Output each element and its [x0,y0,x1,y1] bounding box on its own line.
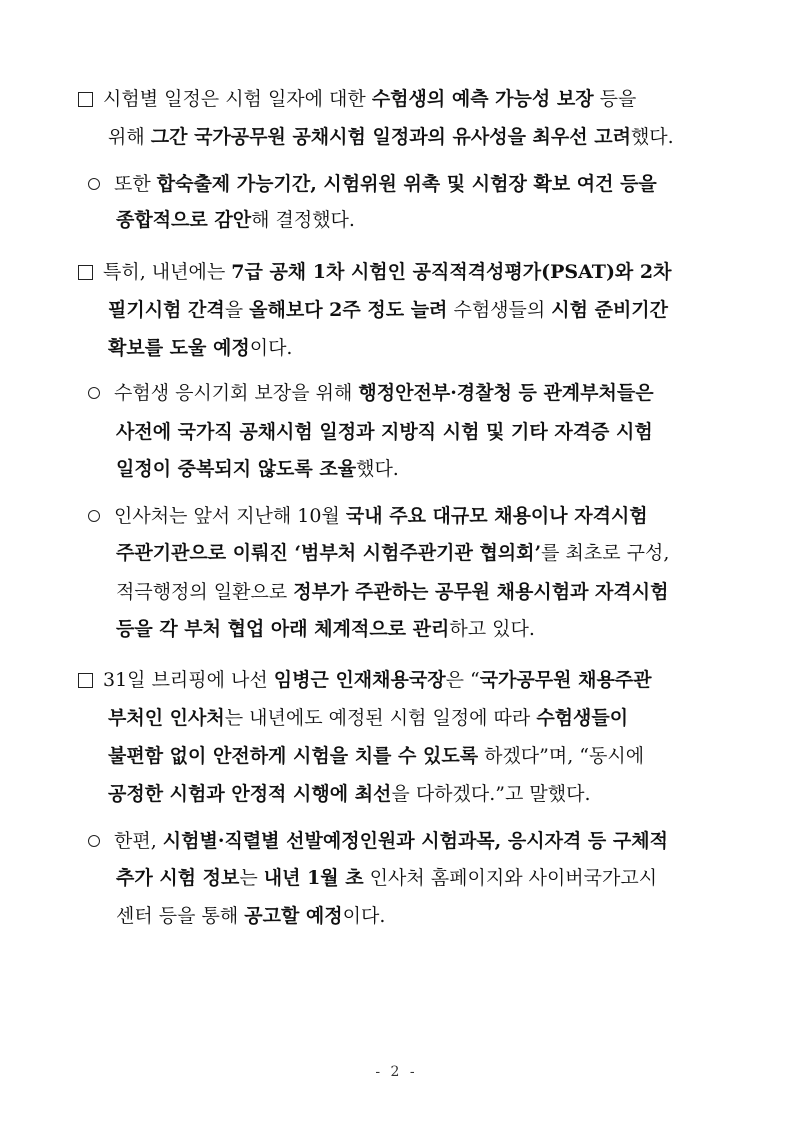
paragraph-6-line-2 [108,698,628,738]
text-run-bold: 일정이 중복되지 않도록 조율 [116,458,357,480]
text-run-bold: 행정안전부·경찰청 등 관계부처들은 [358,382,654,404]
text-run-bold: 추가 시험 정보 [116,867,240,889]
text-run: 특히, 내년에는 [103,261,232,283]
text-run: 수험생 응시기회 보장을 위해 [114,382,359,404]
text-run-bold: 올해보다 2주 정도 늘려 [249,299,448,321]
paragraph-6-line-1 [78,660,652,700]
paragraph-5-line-3 [116,572,668,612]
text-run-bold: 확보를 도울 예정 [108,337,250,359]
text-run: 등을 [593,88,637,110]
text-run: 을 다하겠다.”고 말했다. [391,783,591,805]
text-run-bold: 공정한 시험과 안정적 시행에 최선 [108,783,392,805]
circle-bullet-icon [88,835,100,847]
paragraph-3-line-3 [108,328,292,368]
text-run: 이다. [342,905,386,927]
text-run-bold: 그간 국가공무원 공채시험 일정과의 유사성을 최우선 고려 [150,126,631,148]
paragraph-7-line-1 [88,821,668,861]
text-run: 수험생들의 [447,299,552,321]
text-run-bold: 시험별·직렬별 선발예정인원과 시험과목, 응시자격 등 구체적 [162,830,668,852]
circle-bullet-icon [88,178,100,190]
text-run-bold: 7급 공채 1차 시험인 공직적격성평가(PSAT)와 2차 [231,261,672,283]
text-run-bold: 등을 각 부처 협업 아래 체계적으로 관리 [116,618,450,640]
text-run: 은 “ [445,669,480,691]
text-run-bold: 시험 준비기간 [551,299,669,321]
text-run: 인사처는 앞서 지난해 10월 [114,505,346,527]
text-run: 한편, [114,830,163,852]
square-bullet-icon [78,673,93,688]
paragraph-3-line-1 [78,252,671,292]
text-run-bold: 수험생의 예측 가능성 보장 [371,88,594,110]
paragraph-7-line-3 [116,896,385,936]
text-run: 또한 [114,173,157,195]
text-run: 하고 있다. [449,618,535,640]
text-run-bold: 수험생들이 [536,707,629,729]
paragraph-4-line-1 [88,373,654,413]
text-run: 는 내년에도 예정된 시험 일정에 따라 [224,707,537,729]
paragraph-1-line-1 [78,79,636,119]
text-run-bold: 국가공무원 채용주관 [479,669,652,691]
paragraph-5-line-1 [88,496,648,536]
square-bullet-icon [78,92,93,107]
text-run-bold: 국내 주요 대규모 채용이나 자격시험 [345,505,648,527]
text-run: 31일 브리핑에 나선 [103,669,274,691]
text-run: 했다. [630,126,674,148]
circle-bullet-icon [88,510,100,522]
circle-bullet-icon [88,387,100,399]
text-run-bold: 임병근 인재채용국장 [273,669,446,691]
square-bullet-icon [78,265,93,280]
paragraph-5-line-4 [116,609,535,649]
paragraph-4-line-3 [116,449,399,489]
text-run: 적극행정의 일환으로 [116,581,294,603]
paragraph-2-line-1 [88,164,657,204]
text-run: 는 [239,867,264,889]
page-number: - 2 - [375,1064,418,1080]
text-run: 해 결정했다. [251,209,355,231]
paragraph-3-line-2 [108,290,668,330]
text-run-bold: 부처인 인사처 [108,707,225,729]
paragraph-2-line-2 [116,200,355,240]
text-run-bold: 합숙출제 가능기간, 시험위원 위촉 및 시험장 확보 여건 등을 [156,173,657,195]
text-run-bold: 정부가 주관하는 공무원 채용시험과 자격시험 [293,581,669,603]
text-run: 인사처 홈페이지와 사이버국가고시 [363,867,658,889]
text-run-bold: 내년 1월 초 [263,867,364,889]
text-run: 을 [224,299,250,321]
text-run-bold: 사전에 국가직 공채시험 일정과 지방직 시험 및 기타 자격증 시험 [116,421,653,443]
text-run-bold: 주관기관으로 이뤄진 ‘범부처 시험주관기관 협의회’ [116,542,542,564]
paragraph-6-line-4 [108,774,590,814]
paragraph-4-line-2 [116,412,653,452]
text-run-bold: 불편함 없이 안전하게 시험을 치를 수 있도록 [108,745,479,767]
text-run: 센터 등을 통해 [116,905,245,927]
text-run-bold: 종합적으로 감안 [116,209,252,231]
text-run: 위해 [108,126,151,148]
text-run: 를 최초로 구성, [541,542,670,564]
paragraph-1-line-2 [108,117,674,157]
text-run-bold: 공고할 예정 [244,905,343,927]
text-run: 하겠다”며, “동시에 [478,745,645,767]
text-run-bold: 필기시험 간격 [108,299,225,321]
paragraph-7-line-2 [116,858,657,898]
text-run: 했다. [356,458,399,480]
text-run: 이다. [249,337,293,359]
paragraph-5-line-2 [116,533,669,573]
paragraph-6-line-3 [108,736,644,776]
text-run: 시험별 일정은 시험 일자에 대한 [103,88,372,110]
